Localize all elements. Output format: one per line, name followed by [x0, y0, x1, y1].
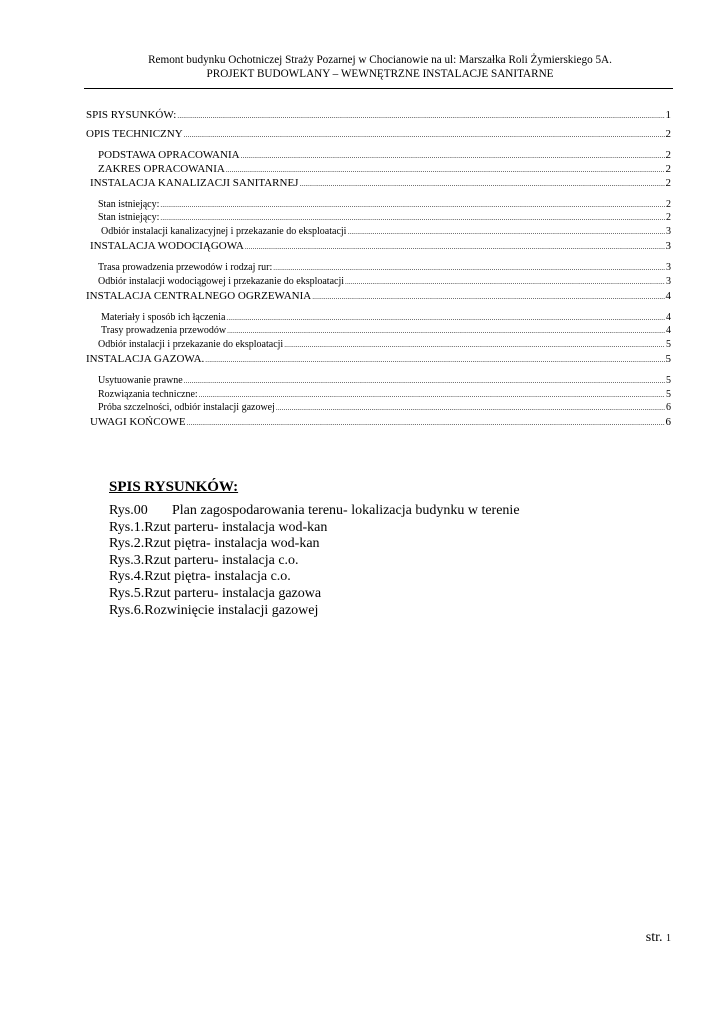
- toc-entry-page: 5: [665, 353, 671, 365]
- toc-entry[interactable]: [98, 163, 671, 176]
- toc-leader-dots: [284, 339, 665, 351]
- page-number-prefix: str.: [645, 930, 663, 945]
- toc-entry[interactable]: [98, 389, 671, 401]
- toc-entry-page: 2: [666, 199, 671, 210]
- toc-entry-page: 2: [665, 128, 671, 140]
- drawing-code: Rys.00: [109, 503, 148, 518]
- toc-leader-dots: [299, 178, 664, 190]
- toc-entry[interactable]: [98, 212, 671, 224]
- drawing-title: Rzut piętra- instalacja wod-kan: [144, 536, 320, 552]
- toc-leader-dots: [187, 417, 665, 429]
- toc-entry-page: 2: [665, 163, 671, 175]
- toc-entry[interactable]: [90, 177, 671, 190]
- toc-leader-dots: [276, 402, 665, 414]
- toc-entry[interactable]: [98, 276, 671, 288]
- drawing-code: Rys.3.: [109, 552, 145, 568]
- drawing-code: Rys.1.: [109, 519, 145, 535]
- drawing-item: [109, 520, 669, 537]
- toc-entry[interactable]: [101, 312, 671, 324]
- drawing-code: Rys.2.: [109, 536, 145, 552]
- toc-leader-dots: [184, 129, 665, 141]
- toc-entry-title: Stan istniejący:: [98, 212, 160, 223]
- toc-entry[interactable]: [98, 262, 671, 274]
- drawing-item: [109, 553, 669, 570]
- toc-entry-title: Odbiór instalacji wodociągowej i przekazanie do eksploatacji: [98, 276, 345, 287]
- toc-leader-dots: [227, 325, 665, 337]
- toc-leader-dots: [312, 291, 664, 303]
- toc-entry[interactable]: [101, 226, 671, 238]
- toc-entry-title: Materiały i sposób ich łączenia: [101, 312, 226, 323]
- toc-entry-page: 3: [665, 240, 671, 252]
- toc-entry-title: Trasa prowadzenia przewodów i rodzaj rur:: [98, 262, 273, 273]
- drawing-item: [109, 603, 669, 620]
- toc-leader-dots: [345, 276, 665, 288]
- toc-leader-dots: [273, 262, 665, 274]
- toc-entry-page: 2: [666, 212, 671, 223]
- header-line-1: Remont budynku Ochotniczej Straży Pozarnej w Chocianowie na ul: Marszałka Roli Żymierskiego 5A.: [148, 54, 612, 66]
- toc-entry-title: INSTALACJA KANALIZACJI SANITARNEJ: [90, 177, 299, 189]
- toc-entry-title: Usytuowanie prawne: [98, 375, 183, 386]
- toc-entry[interactable]: [86, 128, 671, 141]
- toc-leader-dots: [226, 164, 665, 176]
- toc-leader-dots: [177, 110, 664, 122]
- toc-entry[interactable]: [90, 416, 671, 429]
- toc-entry-page: 3: [666, 276, 671, 287]
- toc-entry-title: Odbiór instalacji i przekazanie do eksploatacji: [98, 339, 284, 350]
- toc-entry-title: Stan istniejący:: [98, 199, 160, 210]
- toc-entry[interactable]: [90, 240, 671, 253]
- drawing-title: Rzut parteru- instalacja gazowa: [144, 585, 322, 601]
- toc-entry-page: 6: [666, 402, 671, 413]
- drawing-title: Rzut parteru- instalacja wod-kan: [144, 519, 328, 535]
- toc-entry-title: INSTALACJA WODOCIĄGOWA: [90, 240, 244, 252]
- toc-entry-page: 1: [665, 109, 671, 121]
- toc-entry-page: 4: [665, 290, 671, 302]
- toc-entry-page: 6: [665, 416, 671, 428]
- drawing-code: Rys.6.: [109, 602, 145, 618]
- drawings-list-section: [109, 478, 669, 619]
- drawing-title: Rzut parteru- instalacja c.o.: [144, 552, 299, 568]
- toc-entry-page: 5: [666, 389, 671, 400]
- toc-entry[interactable]: [98, 199, 671, 211]
- toc-entry-title: ZAKRES OPRACOWANIA: [98, 163, 225, 175]
- drawing-item: [109, 569, 669, 586]
- drawings-list-title: SPIS RYSUNKÓW:: [109, 479, 239, 495]
- toc-entry-page: 5: [666, 339, 671, 350]
- toc-leader-dots: [160, 199, 665, 211]
- toc-entry-title: Trasy prowadzenia przewodów: [101, 325, 227, 336]
- drawing-item: [109, 503, 669, 520]
- toc-entry-page: 3: [666, 262, 671, 273]
- header-line-2: PROJEKT BUDOWLANY – WEWNĘTRZNE INSTALACJE SANITARNE: [206, 68, 554, 80]
- drawing-title: Rzut piętra- instalacja c.o.: [144, 569, 291, 585]
- page-number-value: 1: [666, 933, 671, 944]
- toc-leader-dots: [241, 150, 665, 162]
- table-of-contents: [0, 0, 724, 440]
- drawing-code: Rys.4.: [109, 569, 145, 585]
- toc-entry-page: 5: [666, 375, 671, 386]
- toc-entry-page: 4: [666, 325, 671, 336]
- drawing-item: [109, 536, 669, 553]
- toc-leader-dots: [184, 375, 665, 387]
- toc-entry[interactable]: [86, 353, 671, 366]
- toc-leader-dots: [160, 212, 665, 224]
- toc-entry-title: OPIS TECHNICZNY: [86, 128, 183, 140]
- drawing-code: Rys.5.: [109, 585, 145, 601]
- toc-entry-page: 2: [665, 149, 671, 161]
- toc-entry-title: SPIS RYSUNKÓW:: [86, 109, 177, 121]
- toc-leader-dots: [199, 389, 665, 401]
- page-number: [646, 930, 671, 947]
- drawing-item: [109, 586, 669, 603]
- toc-entry-page: 4: [666, 312, 671, 323]
- toc-entry[interactable]: [86, 290, 671, 303]
- toc-entry-page: 3: [666, 226, 671, 237]
- toc-entry-title: UWAGI KOŃCOWE: [90, 416, 186, 428]
- toc-entry-title: Odbiór instalacji kanalizacyjnej i przekazanie do eksploatacji: [101, 226, 347, 237]
- toc-leader-dots: [226, 312, 665, 324]
- toc-leader-dots: [205, 354, 664, 366]
- toc-entry[interactable]: [98, 149, 671, 162]
- toc-entry[interactable]: [98, 339, 671, 351]
- toc-entry-title: Próba szczelności, odbiór instalacji gazowej: [98, 402, 275, 413]
- toc-entry-page: 2: [665, 177, 671, 189]
- toc-entry-title: INSTALACJA CENTRALNEGO OGRZEWANIA: [86, 290, 312, 302]
- toc-entry[interactable]: [98, 375, 671, 387]
- toc-leader-dots: [347, 226, 665, 238]
- toc-entry-title: INSTALACJA GAZOWA.: [86, 353, 205, 365]
- drawing-title: Rozwinięcie instalacji gazowej: [144, 602, 319, 618]
- drawing-title: Plan zagospodarowania terenu- lokalizacja budynku w terenie: [172, 503, 520, 518]
- toc-entry[interactable]: [98, 402, 671, 414]
- toc-leader-dots: [245, 241, 665, 253]
- toc-entry[interactable]: [101, 325, 671, 337]
- toc-entry-title: PODSTAWA OPRACOWANIA: [98, 149, 240, 161]
- toc-entry[interactable]: [86, 109, 671, 122]
- toc-entry-title: Rozwiązania techniczne:: [98, 389, 198, 400]
